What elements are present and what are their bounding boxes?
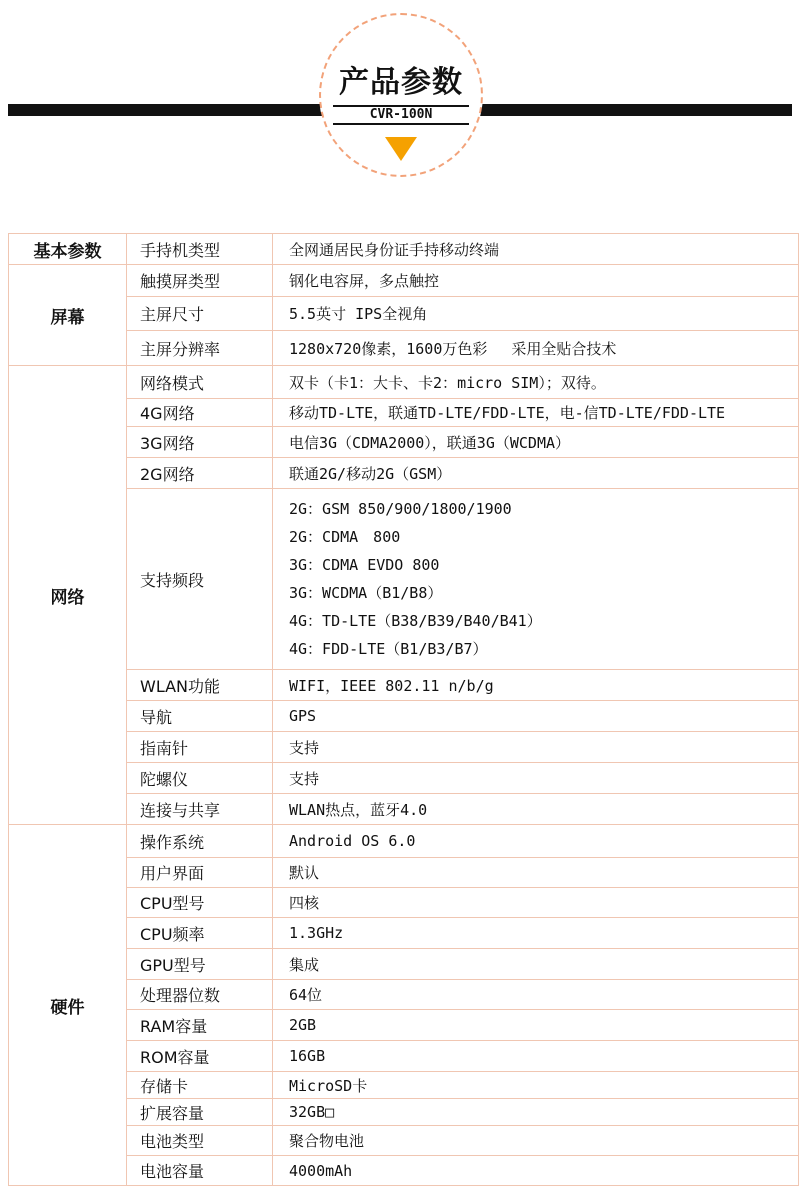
table-row [9, 732, 799, 763]
spec-label: 手持机类型 [127, 234, 273, 265]
category-network: 网络 [9, 366, 127, 825]
spec-value: 支持 [273, 763, 799, 794]
spec-label: CPU型号 [127, 888, 273, 918]
spec-label: 主屏尺寸 [127, 297, 273, 331]
band-item: 4G：FDD-LTE（B1/B3/B7） [289, 640, 488, 658]
spec-value: 4000mAh [273, 1156, 799, 1186]
spec-label: 2G网络 [127, 458, 273, 489]
spec-label: 操作系统 [127, 825, 273, 858]
spec-value: 电信3G（CDMA2000），联通3G（WCDMA） [273, 427, 799, 458]
table-row [9, 489, 799, 670]
band-item: 3G：CDMA EVDO 800 [289, 556, 440, 574]
header-bar-left [8, 104, 330, 116]
category-screen: 屏幕 [9, 265, 127, 366]
spec-label: WLAN功能 [127, 670, 273, 701]
spec-label: 指南针 [127, 732, 273, 763]
table-row [9, 1041, 799, 1072]
spec-value: 5.5英寸 IPS全视角 [273, 297, 799, 331]
table-row [9, 794, 799, 825]
page-title: 产品参数 [339, 65, 463, 100]
table-row [9, 265, 799, 297]
spec-label: 电池容量 [127, 1156, 273, 1186]
spec-table [8, 233, 799, 1186]
spec-label: 3G网络 [127, 427, 273, 458]
spec-value: 聚合物电池 [273, 1126, 799, 1156]
spec-value: 双卡（卡1：大卡、卡2：micro SIM）；双待。 [273, 366, 799, 399]
spec-label: 触摸屏类型 [127, 265, 273, 297]
table-row [9, 1126, 799, 1156]
spec-label: 陀螺仪 [127, 763, 273, 794]
spec-value: 联通2G/移动2G（GSM） [273, 458, 799, 489]
down-arrow-icon [385, 137, 417, 161]
table-row [9, 297, 799, 331]
spec-label: 用户界面 [127, 858, 273, 888]
model-label: CVR-100N [333, 105, 469, 125]
spec-label: 存储卡 [127, 1072, 273, 1099]
spec-value: 16GB [273, 1041, 799, 1072]
table-row [9, 858, 799, 888]
spec-value: 默认 [273, 858, 799, 888]
band-item: 2G：GSM 850/900/1800/1900 [289, 500, 512, 518]
spec-value: 2GB [273, 1010, 799, 1041]
spec-label: 网络模式 [127, 366, 273, 399]
category-basic: 基本参数 [9, 234, 127, 265]
band-item: 2G：CDMA 800 [289, 528, 401, 546]
spec-value: MicroSD卡 [273, 1072, 799, 1099]
band-item: 4G：TD-LTE（B38/B39/B40/B41） [289, 612, 542, 630]
spec-label: 4G网络 [127, 399, 273, 427]
spec-value: 64位 [273, 980, 799, 1010]
table-row [9, 458, 799, 489]
band-item: 3G：WCDMA（B1/B8） [289, 584, 443, 602]
category-hardware: 硬件 [9, 825, 127, 1186]
table-row [9, 888, 799, 918]
table-row [9, 1156, 799, 1186]
spec-value: 集成 [273, 949, 799, 980]
table-row [9, 949, 799, 980]
spec-label: 支持频段 [127, 489, 273, 670]
spec-label: ROM容量 [127, 1041, 273, 1072]
table-row [9, 1010, 799, 1041]
spec-value: 全网通居民身份证手持移动终端 [273, 234, 799, 265]
table-row [9, 918, 799, 949]
table-row [9, 825, 799, 858]
table-row [9, 1099, 799, 1126]
header-bar-right [472, 104, 792, 116]
spec-value: WIFI，IEEE 802.11 n/b/g [273, 670, 799, 701]
spec-value: 钢化电容屏，多点触控 [273, 265, 799, 297]
spec-value: 支持 [273, 732, 799, 763]
spec-label: GPU型号 [127, 949, 273, 980]
table-row [9, 980, 799, 1010]
spec-label: 主屏分辨率 [127, 331, 273, 366]
table-row [9, 1072, 799, 1099]
spec-label: 连接与共享 [127, 794, 273, 825]
table-row [9, 399, 799, 427]
spec-value: Android OS 6.0 [273, 825, 799, 858]
page-header [0, 0, 800, 200]
table-row [9, 701, 799, 732]
table-row [9, 427, 799, 458]
spec-value: 移动TD-LTE，联通TD-LTE/FDD-LTE，电-信TD-LTE/FDD-LTE [273, 399, 799, 427]
table-row [9, 670, 799, 701]
table-row [9, 331, 799, 366]
spec-label: 扩展容量 [127, 1099, 273, 1126]
spec-value: 1280x720像素，1600万色彩 采用全贴合技术 [273, 331, 799, 366]
spec-label: CPU频率 [127, 918, 273, 949]
table-row [9, 366, 799, 399]
spec-value: 32GB□ [273, 1099, 799, 1126]
spec-value: GPS [273, 701, 799, 732]
spec-label: 电池类型 [127, 1126, 273, 1156]
band-list [273, 489, 799, 670]
spec-value: 四核 [273, 888, 799, 918]
table-row [9, 763, 799, 794]
spec-label: 处理器位数 [127, 980, 273, 1010]
spec-label: RAM容量 [127, 1010, 273, 1041]
table-row [9, 234, 799, 265]
spec-value: 1.3GHz [273, 918, 799, 949]
spec-label: 导航 [127, 701, 273, 732]
spec-value: WLAN热点，蓝牙4.0 [273, 794, 799, 825]
